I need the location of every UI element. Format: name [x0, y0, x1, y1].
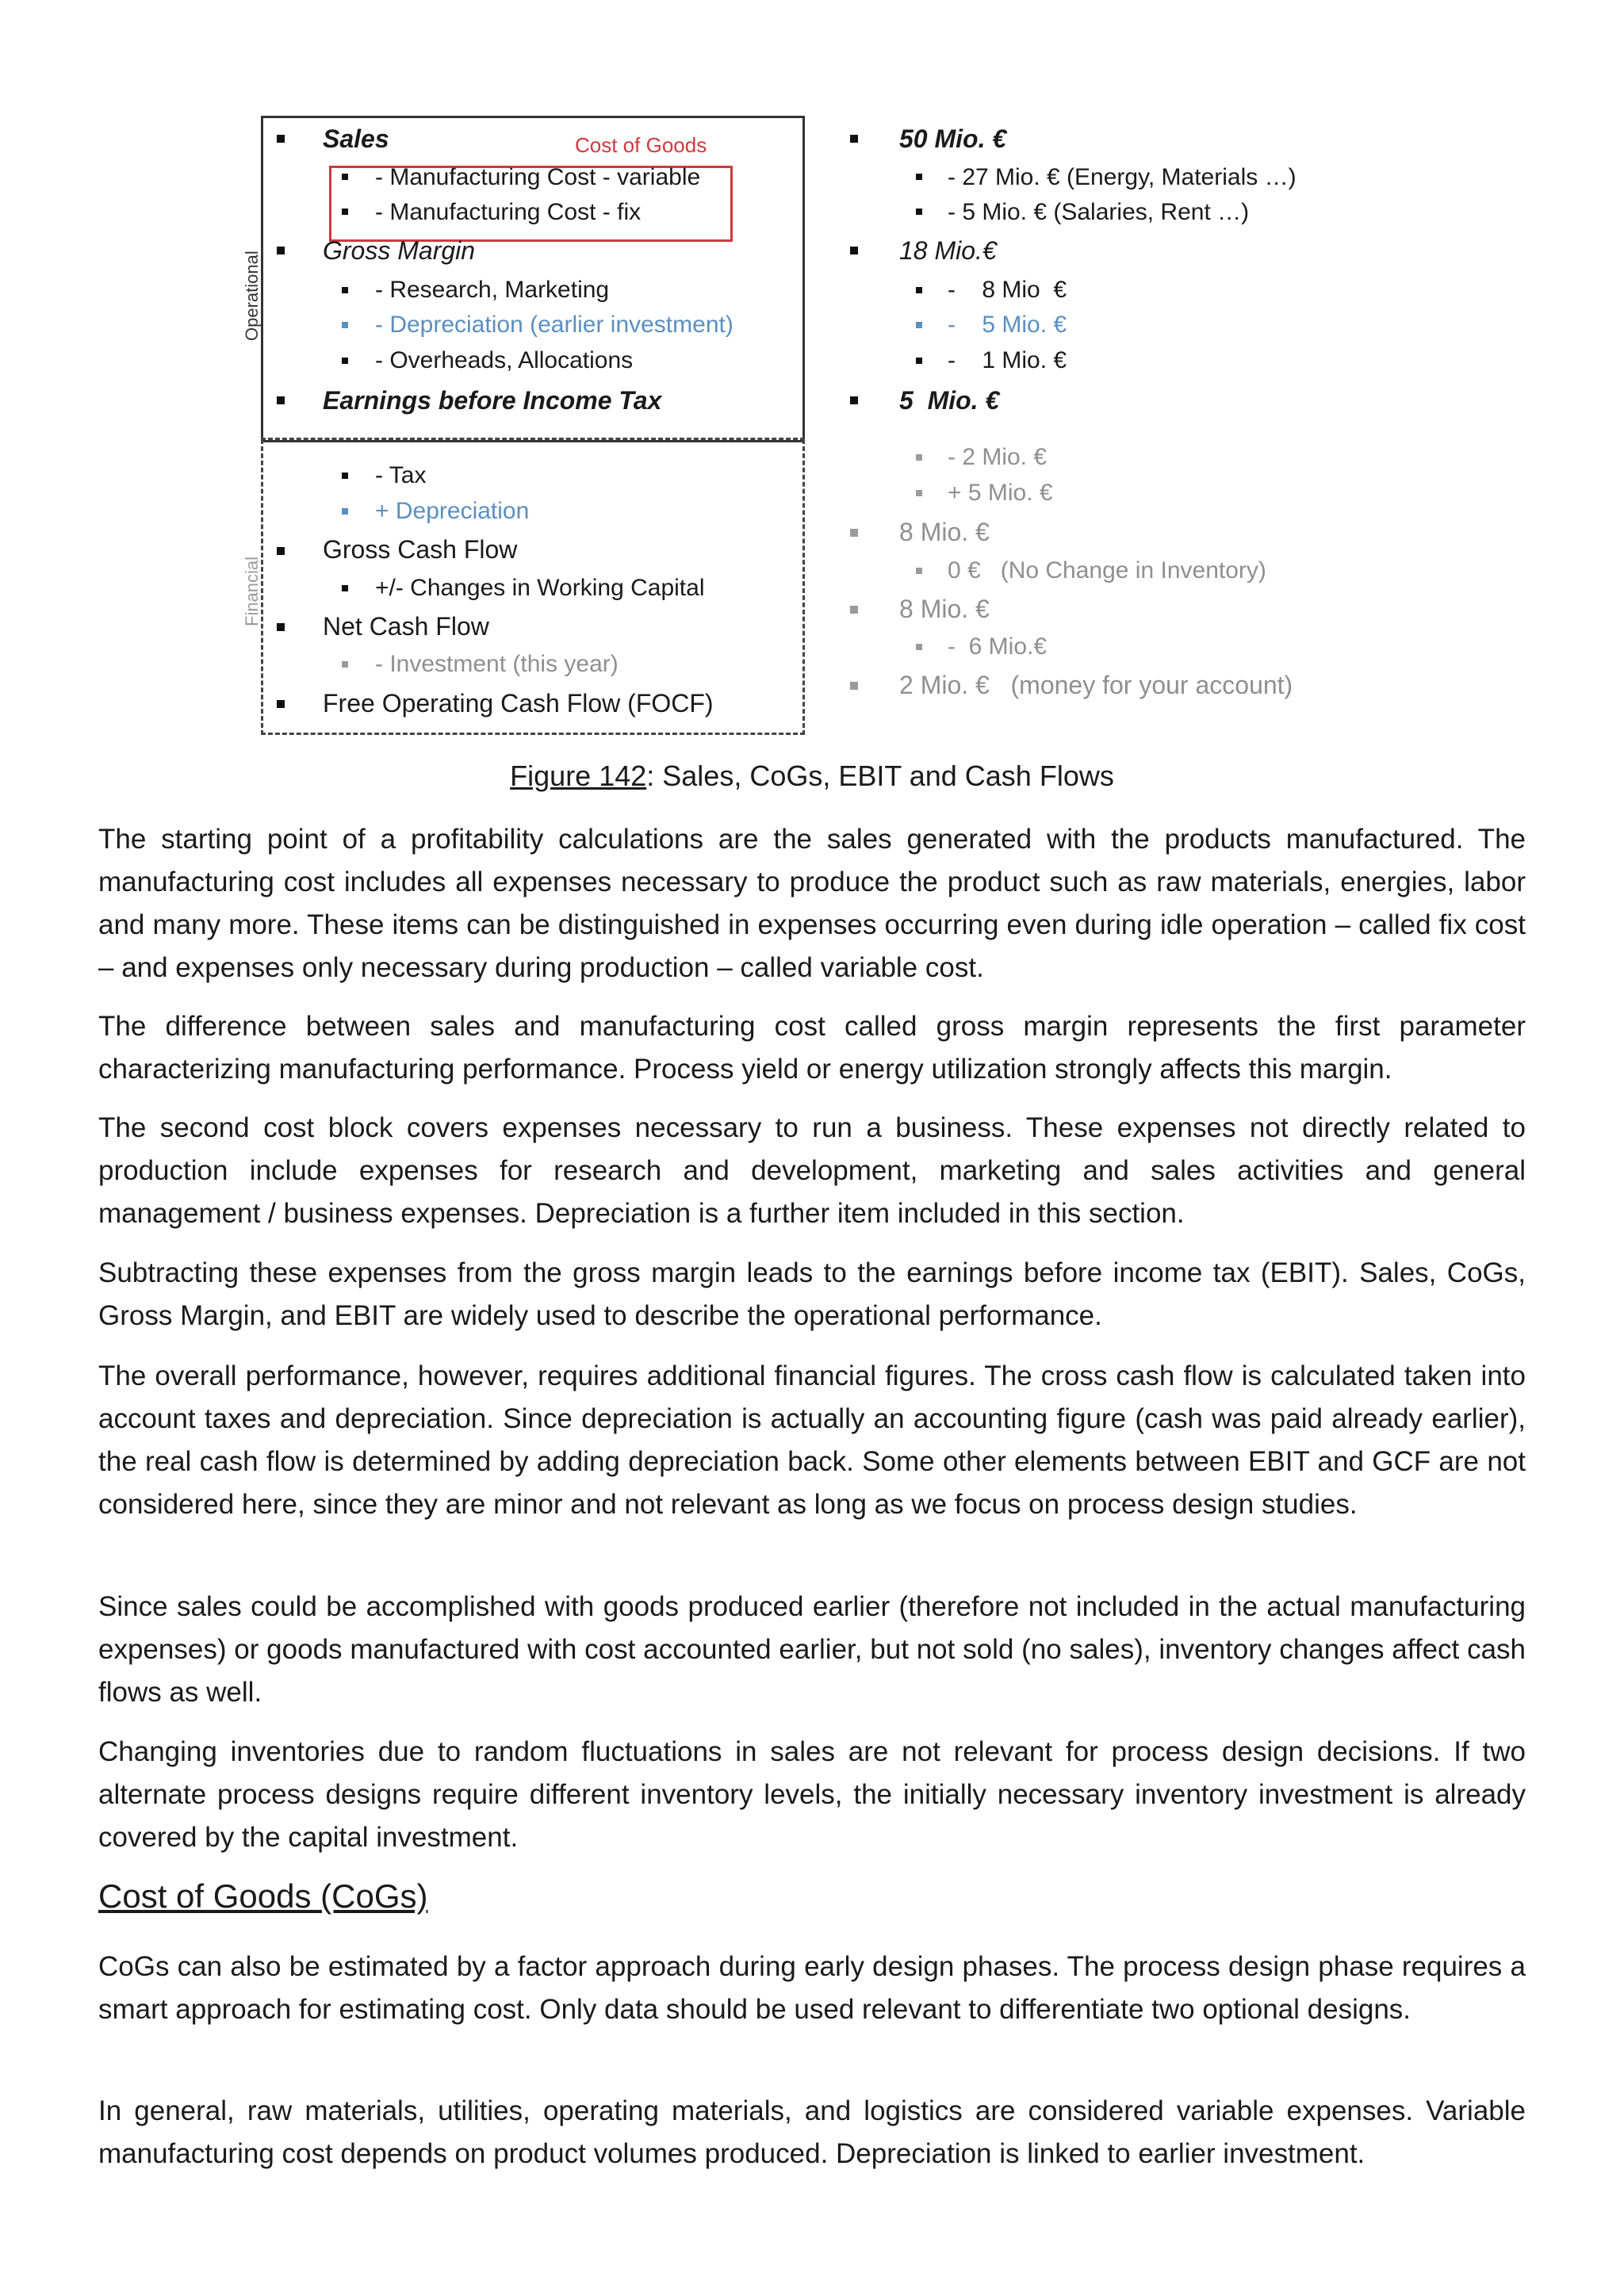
item-mfg-fix: - Manufacturing Cost - fix [375, 199, 642, 225]
cost-of-goods-label: Cost of Goods [575, 133, 707, 157]
value-plus-depreciation: + 5 Mio. € [948, 480, 1053, 506]
item-plus-depreciation: + Depreciation [375, 498, 530, 524]
bullet-icon [850, 396, 858, 404]
item-investment: - Investment (this year) [375, 651, 619, 677]
paragraph: The second cost block covers expenses necessary to run a business. These expenses not directly related to production include expenses for research and development, marketing and sales activities and general management / business expenses. Depreciation is a further item included in this section. [98, 1112, 1526, 1229]
bullet-icon [277, 623, 285, 631]
value-mfg-variable: - 27 Mio. € (Energy, Materials …) [948, 164, 1297, 190]
value-depreciation: - 5 Mio. € [948, 312, 1067, 338]
paragraph: Since sales could be accomplished with goods produced earlier (therefore not included in the actual manufacturing expenses) or goods manufactured with cost accounted earlier, but not sold (no sales), inventory changes affect cash flows as well. [98, 1591, 1526, 1708]
bullet-icon [850, 606, 858, 614]
paragraph: Subtracting these expenses from the gross margin leads to the earnings before income tax (EBIT). Sales, CoGs, Gross Margin, and EBIT are widely used to describe the operational performance. [98, 1257, 1526, 1331]
bullet-icon [916, 287, 922, 293]
item-depreciation: - Depreciation (earlier investment) [375, 312, 733, 338]
item-mfg-variable: - Manufacturing Cost - variable [375, 164, 701, 190]
item-overheads: - Overheads, Allocations [375, 347, 634, 373]
item-sales: Sales [323, 124, 389, 153]
item-tax: - Tax [375, 462, 427, 488]
item-gross-cash-flow: Gross Cash Flow [323, 535, 518, 564]
bullet-icon [342, 508, 348, 515]
paragraph: The overall performance, however, requires additional financial figures. The cross cash flow is calculated taken into account taxes and depreciation. Since depreciation is actually an accounting figure (cash was paid already earlier), the real cash flow is determined by adding depreciation back. Some other elements between EBIT and GCF are not considered here, since they are minor and not relevant as long as we focus on process design studies. [98, 1360, 1526, 1520]
item-gross-margin: Gross Margin [323, 236, 476, 265]
bullet-icon [277, 547, 285, 555]
bullet-icon [850, 682, 858, 690]
paragraph: The difference between sales and manufacturing cost called gross margin represents the first parameter characterizing manufacturing performance. Process yield or energy utilization strongly affects this margin. [98, 1011, 1526, 1085]
bullet-icon [916, 174, 922, 180]
paragraph: In general, raw materials, utilities, operating materials, and logistics are considered variable expenses. Variable manufacturing cost depends on product volumes produced. Depreciation is linked to earlier investment. [98, 2095, 1526, 2169]
item-working-capital: +/- Changes in Working Capital [375, 575, 705, 601]
figure-reference: Figure 142 [510, 760, 647, 792]
bullet-icon [277, 396, 285, 404]
bullet-icon [342, 209, 348, 215]
bullet-icon [916, 209, 922, 215]
bullet-icon [277, 700, 285, 708]
bullet-icon [916, 358, 922, 364]
figure-caption [0, 760, 1624, 793]
operational-label: Operational [242, 251, 262, 341]
item-ebit: Earnings before Income Tax [323, 386, 662, 415]
bullet-icon [342, 287, 348, 293]
bullet-icon [277, 135, 285, 143]
bullet-icon [850, 247, 858, 254]
item-net-cash-flow: Net Cash Flow [323, 612, 489, 641]
bullet-icon [916, 568, 922, 574]
bullet-icon [850, 529, 858, 537]
bullet-icon [342, 661, 348, 668]
bullet-icon [342, 585, 348, 591]
value-investment: - 6 Mio.€ [948, 633, 1048, 660]
value-sales: 50 Mio. € [899, 124, 1007, 153]
bullet-icon [916, 644, 922, 650]
item-research: - Research, Marketing [375, 277, 610, 303]
value-gross-margin: 18 Mio.€ [899, 236, 997, 265]
bullet-icon [850, 135, 858, 143]
value-focf: 2 Mio. € (money for your account) [899, 671, 1293, 699]
paragraph: Changing inventories due to random fluctuations in sales are not relevant for process design decisions. If two alternate process designs require different inventory levels, the initially necessary inventory investment is already covered by the capital investment. [98, 1736, 1526, 1853]
value-research: - 8 Mio € [948, 277, 1067, 303]
caption-text: : Sales, CoGs, EBIT and Cash Flows [646, 760, 1114, 792]
section-heading: Cost of Goods (CoGs) [98, 1877, 428, 1915]
bullet-icon [916, 322, 922, 328]
paragraph: CoGs can also be estimated by a factor approach during early design phases. The process design phase requires a smart approach for estimating cost. Only data should be used relevant to differentiate two optional designs. [98, 1951, 1526, 2025]
value-tax: - 2 Mio. € [948, 444, 1048, 470]
bullet-icon [916, 490, 922, 496]
value-ebit: 5 Mio. € [899, 386, 1000, 415]
bullet-icon [342, 358, 348, 364]
bullet-icon [342, 322, 348, 328]
paragraph: The starting point of a profitability calculations are the sales generated with the products manufactured. The manufacturing cost includes all expenses necessary to produce the product such as raw materials, energies, labor and many more. These items can be distinguished in expenses occurring even during idle operation – called fix cost – and expenses only necessary during production – called variable cost. [98, 824, 1526, 983]
item-focf: Free Operating Cash Flow (FOCF) [323, 689, 714, 718]
value-gross-cash-flow: 8 Mio. € [899, 518, 990, 546]
value-mfg-fix: - 5 Mio. € (Salaries, Rent …) [948, 199, 1250, 225]
value-net-cash-flow: 8 Mio. € [899, 595, 990, 623]
financial-label: Financial [242, 556, 262, 626]
value-overheads: - 1 Mio. € [948, 347, 1067, 373]
bullet-icon [342, 473, 348, 479]
figure-diagram [226, 111, 1376, 737]
value-working-capital: 0 € (No Change in Inventory) [948, 557, 1266, 584]
bullet-icon [916, 454, 922, 461]
bullet-icon [342, 174, 348, 180]
bullet-icon [277, 247, 285, 254]
